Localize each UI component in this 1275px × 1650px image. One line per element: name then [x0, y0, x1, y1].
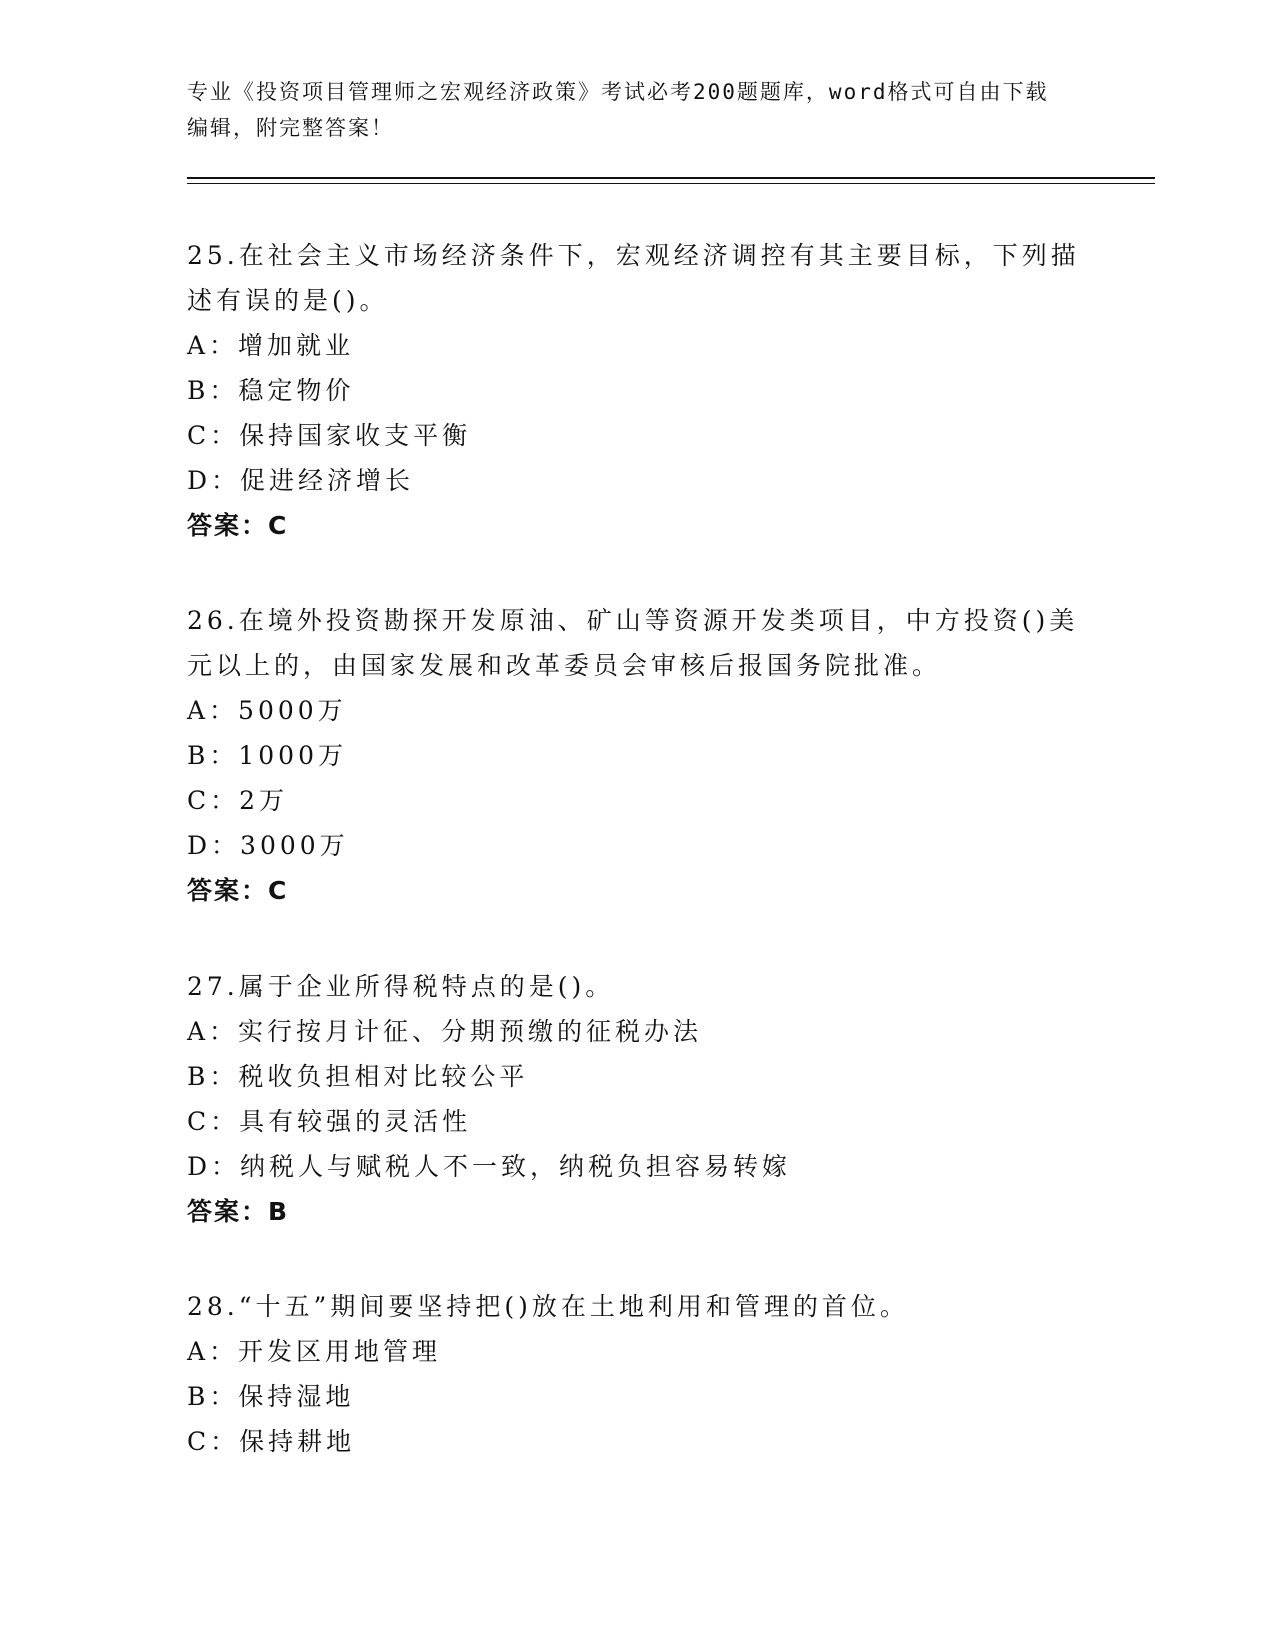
question-28 [187, 1284, 1087, 1464]
question-27 [187, 964, 1087, 1235]
question-stem: 26.在境外投资勘探开发原油、矿山等资源开发类项目，中方投资()美元以上的，由国家发展和改革委员会审核后报国务院批准。 [187, 606, 1079, 680]
question-25 [187, 233, 1087, 549]
header-divider-top [187, 177, 1155, 179]
option-a: A：5000万 [187, 696, 347, 725]
answer: 答案：C [187, 511, 289, 540]
option-c: C：保持国家收支平衡 [187, 421, 472, 450]
answer: 答案：C [187, 876, 289, 905]
option-d: D：促进经济增长 [187, 466, 415, 495]
question-stem: 25.在社会主义市场经济条件下，宏观经济调控有其主要目标，下列描述有误的是()。 [187, 241, 1080, 315]
option-b: B：1000万 [187, 741, 347, 770]
option-d: D：3000万 [187, 831, 349, 860]
option-b: B：税收负担相对比较公平 [187, 1062, 529, 1091]
option-c: C：保持耕地 [187, 1427, 356, 1456]
option-a: A：增加就业 [187, 331, 355, 360]
option-a: A：实行按月计征、分期预缴的征税办法 [187, 1017, 703, 1046]
option-b: B：稳定物价 [187, 376, 355, 405]
option-c: C：具有较强的灵活性 [187, 1107, 472, 1136]
option-a: A：开发区用地管理 [187, 1337, 442, 1366]
question-stem: 27.属于企业所得税特点的是()。 [187, 972, 615, 1001]
option-d: D：纳税人与赋税人不一致，纳税负担容易转嫁 [187, 1152, 792, 1181]
question-stem: 28.“十五”期间要坚持把()放在土地利用和管理的首位。 [187, 1292, 909, 1321]
option-c: C：2万 [187, 786, 289, 815]
header-divider-bottom [187, 183, 1155, 184]
answer: 答案：B [187, 1197, 290, 1226]
document-header: 专业《投资项目管理师之宏观经济政策》考试必考200题题库，word格式可自由下载编辑，附完整答案！ [187, 80, 1049, 140]
question-26 [187, 598, 1087, 914]
option-b: B：保持湿地 [187, 1382, 355, 1411]
